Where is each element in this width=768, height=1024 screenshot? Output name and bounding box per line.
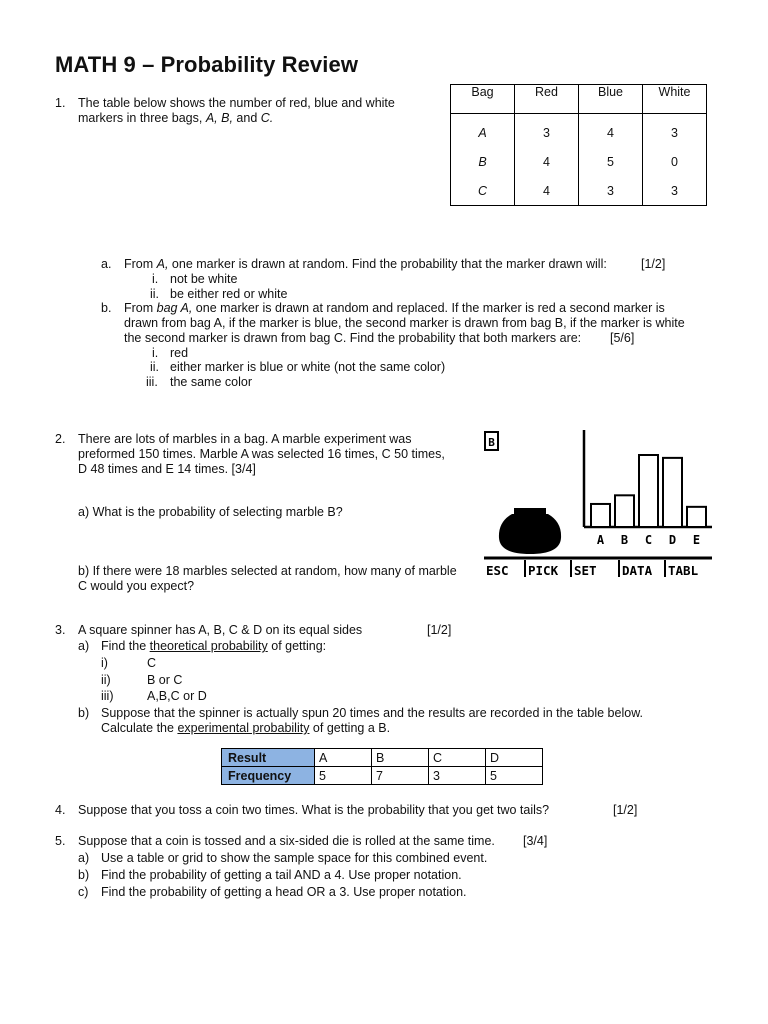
table-cell: 3 (429, 767, 486, 785)
part-text: Find the theoretical probability of getting: (101, 639, 327, 653)
bar-label-group (597, 533, 700, 547)
part-text: Use a table or grid to show the sample space for this combined event. (101, 851, 488, 865)
item-text: red (170, 346, 189, 360)
table-cell: 5 (579, 147, 643, 176)
table-cell: D (486, 749, 543, 767)
item-number: iii) (101, 689, 114, 703)
item-number: i) (101, 656, 108, 670)
table-row (222, 767, 543, 785)
part-text: the second marker is drawn from bag C. Find the probability that both markers are: (124, 331, 582, 345)
part-text: Calculate the experimental probability of getting a B. (101, 721, 391, 735)
menu-item-tabl: TABL (668, 563, 699, 578)
table-cell: 5 (486, 767, 543, 785)
item-text: the same color (170, 375, 252, 389)
marks: [3/4] (523, 834, 548, 848)
corner-letter: B (488, 436, 495, 449)
part-label: a. (101, 257, 112, 271)
table-header: Bag (451, 85, 515, 114)
table-cell: 5 (315, 767, 372, 785)
part-label: b. (101, 301, 112, 315)
question-text: markers in three bags, A, B, and C. (78, 111, 274, 125)
part-text: drawn from bag A, if the marker is blue, the second marker is drawn from bag B, if the marker is white (124, 316, 685, 330)
item-number: i. (152, 272, 159, 286)
question-number: 4. (55, 803, 66, 817)
table-header: White (643, 85, 707, 114)
menu-item-pick: PICK (528, 563, 559, 578)
table-cell: B (372, 749, 429, 767)
question-text: Suppose that a coin is tossed and a six-sided die is rolled at the same time. (78, 834, 495, 848)
table-cell: 4 (515, 176, 579, 206)
item-text: C (147, 656, 157, 670)
marks: [5/6] (610, 331, 635, 345)
table-cell: 3 (515, 114, 579, 148)
table-cell: A (315, 749, 372, 767)
question-number: 5. (55, 834, 66, 848)
marble-jar-icon (499, 508, 561, 554)
part-label: b) (78, 706, 90, 720)
part-text: Find the probability of getting a head OR a 3. Use proper notation. (101, 885, 467, 899)
bar-A (591, 504, 610, 527)
menu-item-data: DATA (622, 563, 653, 578)
part-text: a) What is the probability of selecting marble B? (78, 505, 343, 519)
part-text: From bag A, one marker is drawn at random and replaced. If the marker is red a second marker is (124, 301, 665, 315)
page-title: MATH 9 – Probability Review (55, 52, 359, 77)
bar-group (591, 455, 706, 527)
part-label: c) (78, 885, 89, 899)
table-row (451, 176, 707, 206)
marks: [1/2] (613, 803, 638, 817)
part-text: b) If there were 18 marbles selected at random, how many of marble (78, 564, 457, 578)
markers-table (450, 84, 707, 206)
bar-D (663, 458, 682, 527)
part-label: a) (78, 639, 90, 653)
item-text: be either red or white (170, 287, 288, 301)
calculator-bar-chart (482, 426, 714, 582)
part-label: a) (78, 851, 90, 865)
table-cell: 3 (643, 114, 707, 148)
table-cell: B (451, 147, 515, 176)
question-number: 3. (55, 623, 66, 637)
part-text: C would you expect? (78, 579, 195, 593)
item-number: ii) (101, 673, 111, 687)
bar-label: C (644, 533, 653, 547)
menu-item-esc: ESC (486, 563, 509, 578)
question-text: Suppose that you toss a coin two times. What is the probability that you get two tails? (78, 803, 550, 817)
question-text: There are lots of marbles in a bag. A marble experiment was (78, 432, 412, 446)
bar-label: A (596, 533, 605, 547)
item-number: ii. (150, 287, 160, 301)
menu-item-set: SET (574, 563, 597, 578)
question-number: 2. (55, 432, 66, 446)
table-header: Blue (579, 85, 643, 114)
table-cell: 7 (372, 767, 429, 785)
table-cell: 3 (579, 176, 643, 206)
table-cell: 4 (515, 147, 579, 176)
item-text: either marker is blue or white (not the same color) (170, 360, 446, 374)
part-text: From A, one marker is drawn at random. Find the probability that the marker drawn will: (124, 257, 607, 271)
item-number: ii. (150, 360, 160, 374)
table-row (451, 114, 707, 148)
item-text: A,B,C or D (147, 689, 207, 703)
question-text: A square spinner has A, B, C & D on its equal sides (78, 623, 363, 637)
part-label: b) (78, 868, 90, 882)
table-header: Red (515, 85, 579, 114)
bar-C (639, 455, 658, 527)
question-number: 1. (55, 96, 66, 110)
question-text: D 48 times and E 14 times. [3/4] (78, 462, 256, 476)
table-row (451, 147, 707, 176)
part-text: Suppose that the spinner is actually spun 20 times and the results are recorded in the table below. (101, 706, 643, 720)
table-cell: 3 (643, 176, 707, 206)
table-cell: C (451, 176, 515, 206)
item-number: i. (152, 346, 159, 360)
table-header: Frequency (222, 767, 315, 785)
bar-label: B (620, 533, 629, 547)
bar-B (615, 495, 634, 527)
bar-label: E (692, 533, 701, 547)
table-cell: C (429, 749, 486, 767)
table-cell: A (451, 114, 515, 148)
marks: [1/2] (427, 623, 452, 637)
question-text: preformed 150 times. Marble A was selected 16 times, C 50 times, (78, 447, 445, 461)
item-text: B or C (147, 673, 183, 687)
table-row (222, 749, 543, 767)
bar-E (687, 507, 706, 527)
marks: [1/2] (641, 257, 666, 271)
table-header: Result (222, 749, 315, 767)
item-number: iii. (146, 375, 158, 389)
question-text: The table below shows the number of red, blue and white (78, 96, 395, 110)
table-cell: 0 (643, 147, 707, 176)
item-text: not be white (170, 272, 238, 286)
table-cell: 4 (579, 114, 643, 148)
menu-bar (486, 560, 699, 578)
part-text: Find the probability of getting a tail AND a 4. Use proper notation. (101, 868, 462, 882)
bar-label: D (668, 533, 677, 547)
spinner-results-table (221, 748, 543, 785)
